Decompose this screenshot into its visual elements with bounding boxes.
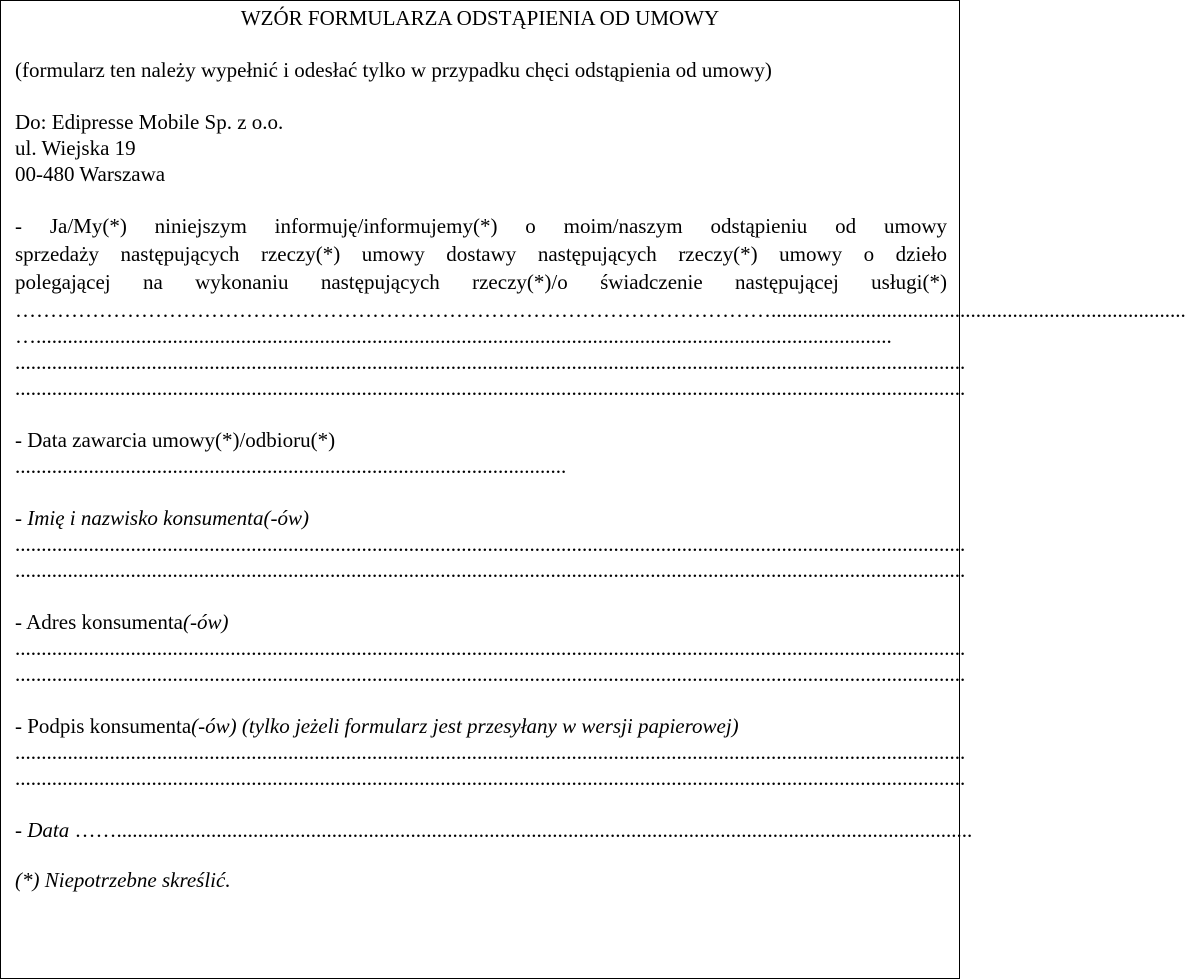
consumer-address-row — [15, 609, 947, 635]
consumer-address-label-suffix: (-ów) — [182, 610, 229, 634]
dotted-line: ………………………………………………………………………………………………............................................................................... — [15, 298, 1186, 322]
signature-label-suffix: (-ów) (tylko jeżeli formularz jest przesyłany w wersji papierowej) — [191, 714, 739, 738]
dotted-line: ..................................................................................................................................................................................... — [15, 740, 966, 764]
date-row: - Data ……................................................................................................................................................................... — [15, 818, 973, 842]
recipient-street: ul. Wiejska 19 — [15, 136, 136, 160]
signature-label: - Podpis konsumenta — [15, 714, 192, 738]
dotted-line: ..................................................................................................................................................................................... — [15, 376, 966, 400]
signature-row — [15, 713, 947, 739]
dotted-line: ..................................................................................................................................................................................... — [15, 766, 966, 790]
form-subtitle: (formularz ten należy wypełnić i odesłać tylko w przypadku chęci odstąpienia od umowy) — [15, 58, 772, 82]
declaration-line-1: - Ja/My(*) niniejszym informuję/informujemy(*) o moim/naszym odstąpieniu od umowy — [15, 214, 947, 238]
date-label: - Data — [15, 818, 70, 842]
dotted-line: …................................................................................................................................................................... — [15, 324, 892, 348]
dotted-line: ..................................................................................................................................................................................... — [15, 662, 966, 686]
footnote: (*) Niepotrzebne skreślić. — [15, 868, 231, 892]
recipient-city: 00-480 Warszawa — [15, 162, 166, 186]
consumer-name-row — [15, 505, 947, 531]
dotted-line: ..................................................................................................................................................................................... — [15, 636, 966, 660]
footnote-row — [15, 867, 947, 893]
declaration-line-3: polegającej na wykonaniu następujących rzeczy(*)/o świadczenie następującej usługi(*) — [15, 270, 947, 294]
dotted-line: ......................................................................................................... — [15, 454, 567, 478]
contract-date-label: - Data zawarcia umowy(*)/odbioru(*) — [15, 428, 336, 452]
dotted-line: ..................................................................................................................................................................................... — [15, 350, 966, 374]
dotted-line: ..................................................................................................................................................................................... — [15, 558, 966, 582]
dotted-line: ..................................................................................................................................................................................... — [15, 532, 966, 556]
form-title: WZÓR FORMULARZA ODSTĄPIENIA OD UMOWY — [240, 6, 720, 30]
consumer-address-label: - Adres konsumenta — [15, 610, 183, 634]
consumer-name-label: - Imię i nazwisko konsumenta(-ów) — [15, 506, 309, 530]
recipient-to: Do: Edipresse Mobile Sp. z o.o. — [15, 110, 284, 134]
declaration-line-2: sprzedaży następujących rzeczy(*) umowy dostawy następujących rzeczy(*) umowy o dzieło — [15, 242, 947, 266]
